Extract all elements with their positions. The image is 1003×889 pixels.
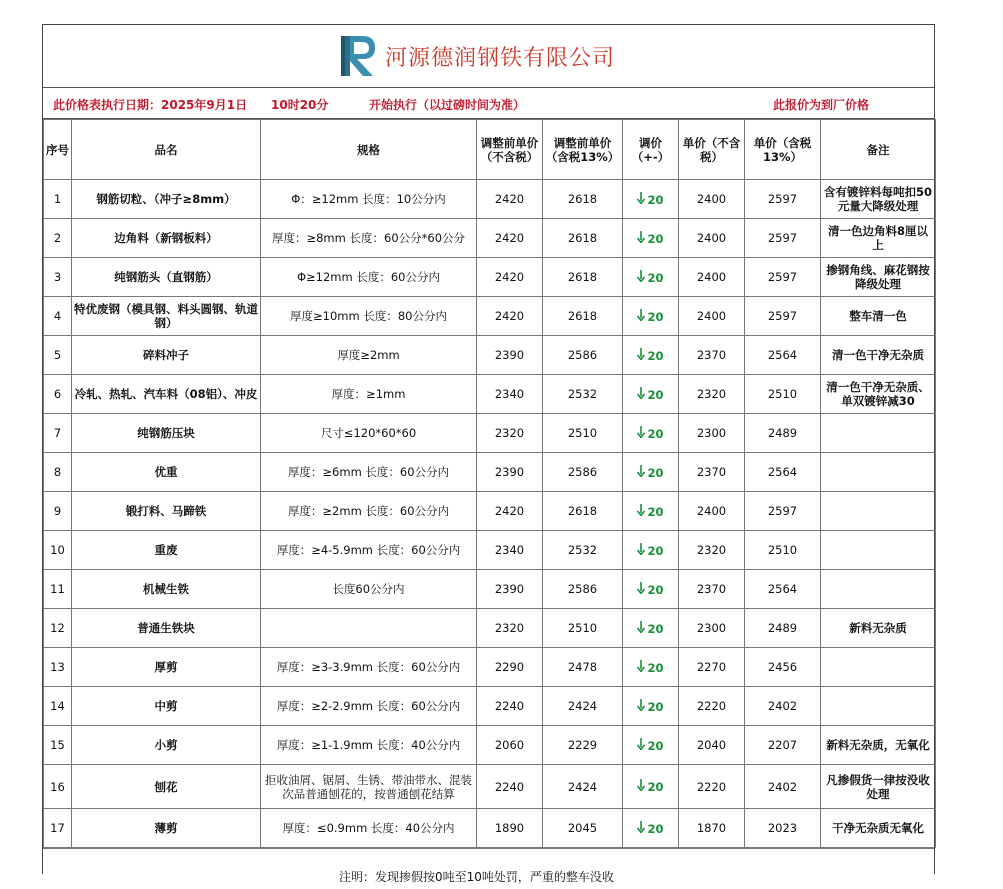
row-spec: 厚度：≤0.9mm 长度：40公分内 bbox=[261, 809, 477, 848]
row-pre-ex: 2290 bbox=[477, 648, 543, 687]
row-pre-in: 2510 bbox=[543, 609, 623, 648]
row-name: 锻打料、马蹄铁 bbox=[72, 492, 261, 531]
row-spec: Φ：≥12mm 长度：10公分内 bbox=[261, 180, 477, 219]
row-adjust bbox=[623, 297, 679, 336]
row-no: 11 bbox=[44, 570, 72, 609]
row-name: 小剪 bbox=[72, 726, 261, 765]
header-col-price-ex: 单价（不含税） bbox=[679, 120, 745, 180]
table-row bbox=[44, 258, 936, 297]
row-pre-ex: 2420 bbox=[477, 258, 543, 297]
adjust-value: 20 bbox=[647, 309, 664, 324]
row-spec: 厚度≥2mm bbox=[261, 336, 477, 375]
row-pre-ex: 2240 bbox=[477, 687, 543, 726]
row-price-in: 2489 bbox=[745, 609, 821, 648]
down-arrow-icon bbox=[637, 821, 645, 836]
row-remark: 清一色干净无杂质 bbox=[821, 336, 936, 375]
row-adjust bbox=[623, 687, 679, 726]
row-adjust bbox=[623, 609, 679, 648]
row-name: 纯钢筋压块 bbox=[72, 414, 261, 453]
adjust-value: 20 bbox=[647, 270, 664, 285]
row-remark: 新料无杂质 bbox=[821, 609, 936, 648]
row-pre-in: 2478 bbox=[543, 648, 623, 687]
adjust-value: 20 bbox=[647, 582, 664, 597]
adjust-value: 20 bbox=[647, 543, 664, 558]
header-col-remark: 备注 bbox=[821, 120, 936, 180]
row-name: 重废 bbox=[72, 531, 261, 570]
row-price-ex: 2400 bbox=[679, 297, 745, 336]
table-header-row bbox=[44, 120, 936, 180]
price-table bbox=[43, 119, 936, 848]
row-no: 9 bbox=[44, 492, 72, 531]
row-pre-ex: 2420 bbox=[477, 180, 543, 219]
header-col-no: 序号 bbox=[44, 120, 72, 180]
table-row bbox=[44, 219, 936, 258]
row-pre-in: 2618 bbox=[543, 492, 623, 531]
row-pre-ex: 2420 bbox=[477, 219, 543, 258]
row-adjust bbox=[623, 180, 679, 219]
row-pre-in: 2532 bbox=[543, 531, 623, 570]
adjust-value: 20 bbox=[647, 821, 664, 836]
row-remark: 干净无杂质无氧化 bbox=[821, 809, 936, 848]
start-note: 开始执行（以过磅时间为准） bbox=[369, 98, 526, 112]
row-pre-in: 2229 bbox=[543, 726, 623, 765]
row-price-in: 2597 bbox=[745, 297, 821, 336]
down-arrow-icon bbox=[637, 192, 645, 207]
row-price-in: 2510 bbox=[745, 531, 821, 570]
row-price-in: 2564 bbox=[745, 453, 821, 492]
down-arrow-icon bbox=[637, 582, 645, 597]
row-pre-in: 2618 bbox=[543, 180, 623, 219]
row-pre-in: 2618 bbox=[543, 258, 623, 297]
row-adjust bbox=[623, 258, 679, 297]
row-remark bbox=[821, 570, 936, 609]
adjust-value: 20 bbox=[647, 192, 664, 207]
row-pre-in: 2424 bbox=[543, 687, 623, 726]
row-no: 17 bbox=[44, 809, 72, 848]
row-price-in: 2456 bbox=[745, 648, 821, 687]
row-name: 碎料冲子 bbox=[72, 336, 261, 375]
adjust-value: 20 bbox=[647, 621, 664, 636]
row-pre-ex: 2320 bbox=[477, 414, 543, 453]
table-row bbox=[44, 492, 936, 531]
down-arrow-icon bbox=[637, 270, 645, 285]
row-pre-in: 2586 bbox=[543, 570, 623, 609]
row-spec: Φ≥12mm 长度：60公分内 bbox=[261, 258, 477, 297]
row-price-ex: 2400 bbox=[679, 180, 745, 219]
footer-note-text: 注明：发现掺假按0吨至10吨处罚，严重的整车没收 bbox=[339, 870, 614, 884]
row-no: 15 bbox=[44, 726, 72, 765]
row-name: 边角料（新钢板料） bbox=[72, 219, 261, 258]
adjust-value: 20 bbox=[647, 465, 664, 480]
row-pre-ex: 2420 bbox=[477, 492, 543, 531]
row-remark: 凡掺假货一律按没收处理 bbox=[821, 765, 936, 809]
row-adjust bbox=[623, 570, 679, 609]
row-adjust bbox=[623, 453, 679, 492]
row-pre-ex: 2420 bbox=[477, 297, 543, 336]
header-col-name: 品名 bbox=[72, 120, 261, 180]
down-arrow-icon bbox=[637, 348, 645, 363]
row-no: 16 bbox=[44, 765, 72, 809]
sheet-header bbox=[43, 25, 934, 88]
row-pre-ex: 1890 bbox=[477, 809, 543, 848]
table-row bbox=[44, 375, 936, 414]
row-price-ex: 2220 bbox=[679, 687, 745, 726]
row-name: 普通生铁块 bbox=[72, 609, 261, 648]
row-price-ex: 2320 bbox=[679, 375, 745, 414]
table-row bbox=[44, 687, 936, 726]
row-price-ex: 2370 bbox=[679, 336, 745, 375]
row-adjust bbox=[623, 531, 679, 570]
row-price-in: 2402 bbox=[745, 765, 821, 809]
row-spec: 厚度：≥1-1.9mm 长度：40公分内 bbox=[261, 726, 477, 765]
row-spec: 厚度：≥6mm 长度：60公分内 bbox=[261, 453, 477, 492]
row-price-in: 2597 bbox=[745, 219, 821, 258]
down-arrow-icon bbox=[637, 660, 645, 675]
row-name: 薄剪 bbox=[72, 809, 261, 848]
row-pre-in: 2618 bbox=[543, 297, 623, 336]
row-remark: 整车清一色 bbox=[821, 297, 936, 336]
row-pre-in: 2532 bbox=[543, 375, 623, 414]
down-arrow-icon bbox=[637, 231, 645, 246]
row-no: 12 bbox=[44, 609, 72, 648]
row-no: 1 bbox=[44, 180, 72, 219]
adjust-value: 20 bbox=[647, 738, 664, 753]
row-remark: 新料无杂质，无氧化 bbox=[821, 726, 936, 765]
row-remark: 清一色干净无杂质、单双镀锌减30 bbox=[821, 375, 936, 414]
row-price-in: 2510 bbox=[745, 375, 821, 414]
company-logo bbox=[339, 33, 615, 79]
row-price-ex: 2220 bbox=[679, 765, 745, 809]
adjust-value: 20 bbox=[647, 426, 664, 441]
row-no: 10 bbox=[44, 531, 72, 570]
row-price-in: 2597 bbox=[745, 492, 821, 531]
row-remark bbox=[821, 531, 936, 570]
row-name: 特优废钢（模具钢、料头圆钢、轨道钢） bbox=[72, 297, 261, 336]
row-name: 厚剪 bbox=[72, 648, 261, 687]
row-adjust bbox=[623, 726, 679, 765]
row-remark bbox=[821, 687, 936, 726]
row-remark bbox=[821, 453, 936, 492]
down-arrow-icon bbox=[637, 465, 645, 480]
row-no: 3 bbox=[44, 258, 72, 297]
row-no: 14 bbox=[44, 687, 72, 726]
effective-date: 此价格表执行日期：2025年9月1日 bbox=[53, 98, 248, 112]
down-arrow-icon bbox=[637, 738, 645, 753]
header-col-spec: 规格 bbox=[261, 120, 477, 180]
table-row bbox=[44, 609, 936, 648]
row-price-ex: 1870 bbox=[679, 809, 745, 848]
row-pre-in: 2510 bbox=[543, 414, 623, 453]
table-row bbox=[44, 809, 936, 848]
footer-note bbox=[43, 848, 934, 889]
row-pre-in: 2045 bbox=[543, 809, 623, 848]
down-arrow-icon bbox=[637, 779, 645, 794]
row-spec: 长度60公分内 bbox=[261, 570, 477, 609]
effective-time: 10时20分 bbox=[271, 98, 329, 112]
row-price-ex: 2400 bbox=[679, 492, 745, 531]
row-spec: 厚度：≥2-2.9mm 长度：60公分内 bbox=[261, 687, 477, 726]
table-row bbox=[44, 570, 936, 609]
row-adjust bbox=[623, 414, 679, 453]
down-arrow-icon bbox=[637, 387, 645, 402]
row-spec: 拒收油屑、锯屑、生锈、带油带水、混装次品普通刨花的，按普通刨花结算 bbox=[261, 765, 477, 809]
row-remark: 清一色边角料8厘以上 bbox=[821, 219, 936, 258]
table-row bbox=[44, 297, 936, 336]
row-name: 优重 bbox=[72, 453, 261, 492]
row-spec: 厚度：≥1mm bbox=[261, 375, 477, 414]
table-row bbox=[44, 180, 936, 219]
row-spec: 尺寸≤120*60*60 bbox=[261, 414, 477, 453]
row-price-in: 2597 bbox=[745, 258, 821, 297]
table-body bbox=[44, 180, 936, 848]
row-price-in: 2023 bbox=[745, 809, 821, 848]
row-adjust bbox=[623, 809, 679, 848]
header-col-pre-in: 调整前单价（含税13%） bbox=[543, 120, 623, 180]
row-pre-in: 2586 bbox=[543, 453, 623, 492]
down-arrow-icon bbox=[637, 309, 645, 324]
header-col-price-in: 单价（含税13%） bbox=[745, 120, 821, 180]
table-row bbox=[44, 648, 936, 687]
row-price-ex: 2370 bbox=[679, 453, 745, 492]
down-arrow-icon bbox=[637, 699, 645, 714]
adjust-value: 20 bbox=[647, 348, 664, 363]
row-pre-ex: 2390 bbox=[477, 453, 543, 492]
row-pre-in: 2618 bbox=[543, 219, 623, 258]
row-price-ex: 2270 bbox=[679, 648, 745, 687]
row-adjust bbox=[623, 492, 679, 531]
row-no: 4 bbox=[44, 297, 72, 336]
row-no: 7 bbox=[44, 414, 72, 453]
price-note: 此报价为到厂价格 bbox=[773, 98, 870, 112]
adjust-value: 20 bbox=[647, 231, 664, 246]
down-arrow-icon bbox=[637, 426, 645, 441]
adjust-value: 20 bbox=[647, 660, 664, 675]
row-price-ex: 2300 bbox=[679, 414, 745, 453]
row-price-ex: 2400 bbox=[679, 258, 745, 297]
row-no: 13 bbox=[44, 648, 72, 687]
row-spec: 厚度：≥3-3.9mm 长度：60公分内 bbox=[261, 648, 477, 687]
row-remark bbox=[821, 414, 936, 453]
row-spec: 厚度≥10mm 长度：80公分内 bbox=[261, 297, 477, 336]
row-pre-in: 2424 bbox=[543, 765, 623, 809]
row-price-in: 2564 bbox=[745, 336, 821, 375]
row-price-in: 2597 bbox=[745, 180, 821, 219]
row-spec: 厚度：≥4-5.9mm 长度：60公分内 bbox=[261, 531, 477, 570]
header-col-adjust: 调价（+-） bbox=[623, 120, 679, 180]
down-arrow-icon bbox=[637, 504, 645, 519]
row-price-ex: 2040 bbox=[679, 726, 745, 765]
row-name: 冷轧、热轧、汽车料（08铝）、冲皮 bbox=[72, 375, 261, 414]
row-pre-in: 2586 bbox=[543, 336, 623, 375]
table-row bbox=[44, 726, 936, 765]
row-spec: 厚度：≥8mm 长度：60公分*60公分 bbox=[261, 219, 477, 258]
row-adjust bbox=[623, 765, 679, 809]
row-remark bbox=[821, 492, 936, 531]
row-pre-ex: 2390 bbox=[477, 570, 543, 609]
row-remark bbox=[821, 648, 936, 687]
down-arrow-icon bbox=[637, 621, 645, 636]
row-price-ex: 2320 bbox=[679, 531, 745, 570]
price-sheet bbox=[42, 24, 935, 884]
row-no: 5 bbox=[44, 336, 72, 375]
table-row bbox=[44, 453, 936, 492]
header-col-pre-ex: 调整前单价（不含税） bbox=[477, 120, 543, 180]
row-adjust bbox=[623, 336, 679, 375]
adjust-value: 20 bbox=[647, 387, 664, 402]
row-no: 6 bbox=[44, 375, 72, 414]
adjust-value: 20 bbox=[647, 780, 664, 794]
row-price-in: 2489 bbox=[745, 414, 821, 453]
row-no: 8 bbox=[44, 453, 72, 492]
row-pre-ex: 2390 bbox=[477, 336, 543, 375]
row-pre-ex: 2340 bbox=[477, 531, 543, 570]
row-name: 纯钢筋头（直钢筋） bbox=[72, 258, 261, 297]
row-no: 2 bbox=[44, 219, 72, 258]
row-name: 机械生铁 bbox=[72, 570, 261, 609]
adjust-value: 20 bbox=[647, 504, 664, 519]
row-name: 刨花 bbox=[72, 765, 261, 809]
row-adjust bbox=[623, 219, 679, 258]
r-logo-icon bbox=[339, 33, 379, 79]
row-spec bbox=[261, 609, 477, 648]
row-price-ex: 2400 bbox=[679, 219, 745, 258]
row-price-in: 2402 bbox=[745, 687, 821, 726]
row-adjust bbox=[623, 375, 679, 414]
row-remark: 掺钢角线、麻花钢按降级处理 bbox=[821, 258, 936, 297]
adjust-value: 20 bbox=[647, 699, 664, 714]
row-remark: 含有镀锌料每吨扣50元量大降级处理 bbox=[821, 180, 936, 219]
row-name: 钢筋切粒、（冲子≥8mm） bbox=[72, 180, 261, 219]
company-name: 河源德润钢铁有限公司 bbox=[385, 45, 616, 71]
row-price-in: 2207 bbox=[745, 726, 821, 765]
table-row bbox=[44, 765, 936, 809]
table-row bbox=[44, 531, 936, 570]
row-name: 中剪 bbox=[72, 687, 261, 726]
row-adjust bbox=[623, 648, 679, 687]
down-arrow-icon bbox=[637, 543, 645, 558]
row-price-ex: 2370 bbox=[679, 570, 745, 609]
row-price-in: 2564 bbox=[745, 570, 821, 609]
table-row bbox=[44, 414, 936, 453]
row-pre-ex: 2340 bbox=[477, 375, 543, 414]
info-row bbox=[43, 88, 934, 119]
row-pre-ex: 2320 bbox=[477, 609, 543, 648]
table-row bbox=[44, 336, 936, 375]
row-pre-ex: 2060 bbox=[477, 726, 543, 765]
row-spec: 厚度：≥2mm 长度：60公分内 bbox=[261, 492, 477, 531]
row-pre-ex: 2240 bbox=[477, 765, 543, 809]
row-price-ex: 2300 bbox=[679, 609, 745, 648]
